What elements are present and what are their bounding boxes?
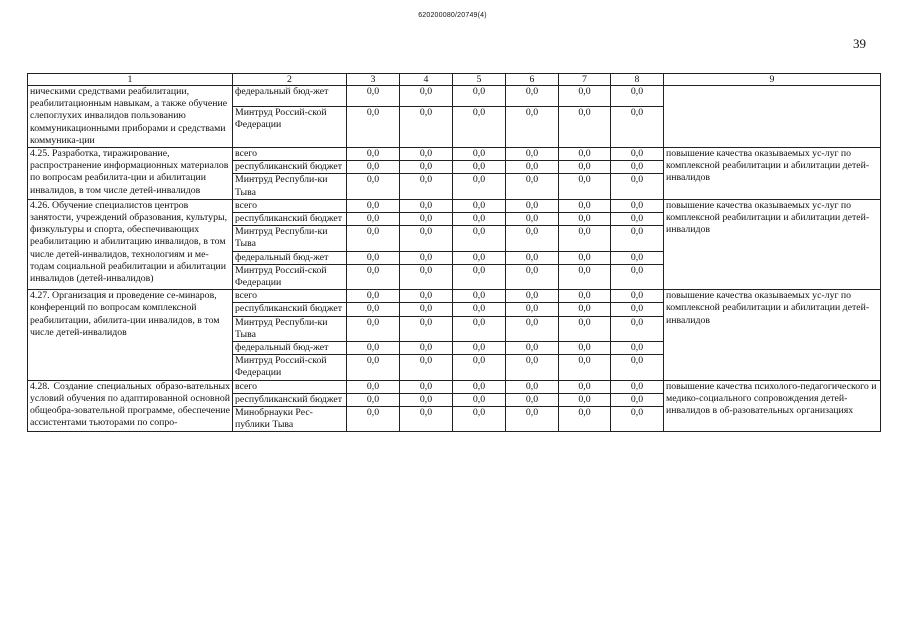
amount-cell: 0,0 <box>453 264 506 289</box>
funding-source: федеральный бюд-жет <box>233 86 347 107</box>
expected-result <box>664 86 881 148</box>
amount-cell: 0,0 <box>453 303 506 316</box>
amount-cell: 0,0 <box>559 199 611 212</box>
amount-cell: 0,0 <box>453 213 506 226</box>
amount-cell: 0,0 <box>400 107 453 148</box>
amount-cell: 0,0 <box>559 174 611 199</box>
amount-cell: 0,0 <box>559 407 611 432</box>
amount-cell: 0,0 <box>347 226 400 251</box>
amount-cell: 0,0 <box>611 86 664 107</box>
amount-cell: 0,0 <box>506 407 559 432</box>
header-cell: 4 <box>400 74 453 86</box>
amount-cell: 0,0 <box>559 107 611 148</box>
amount-cell: 0,0 <box>453 161 506 174</box>
amount-cell: 0,0 <box>347 199 400 212</box>
amount-cell: 0,0 <box>559 148 611 161</box>
amount-cell: 0,0 <box>611 342 664 355</box>
amount-cell: 0,0 <box>611 303 664 316</box>
amount-cell: 0,0 <box>453 251 506 264</box>
header-row <box>28 74 881 86</box>
measure-description: ническими средствами реабилитации, реабилитационным навыкам, а также обучение слепоглухих инвалидов пользованию коммуникационными приборами и средствами коммуника-ции <box>28 86 233 148</box>
amount-cell: 0,0 <box>453 290 506 303</box>
amount-cell: 0,0 <box>506 290 559 303</box>
table-row <box>28 148 881 161</box>
amount-cell: 0,0 <box>400 264 453 289</box>
amount-cell: 0,0 <box>559 393 611 406</box>
amount-cell: 0,0 <box>347 355 400 380</box>
amount-cell: 0,0 <box>347 264 400 289</box>
amount-cell: 0,0 <box>347 290 400 303</box>
amount-cell: 0,0 <box>506 251 559 264</box>
amount-cell: 0,0 <box>559 342 611 355</box>
amount-cell: 0,0 <box>453 86 506 107</box>
amount-cell: 0,0 <box>611 393 664 406</box>
amount-cell: 0,0 <box>506 148 559 161</box>
header-cell: 7 <box>559 74 611 86</box>
amount-cell: 0,0 <box>559 86 611 107</box>
amount-cell: 0,0 <box>347 107 400 148</box>
amount-cell: 0,0 <box>453 148 506 161</box>
amount-cell: 0,0 <box>506 161 559 174</box>
amount-cell: 0,0 <box>506 107 559 148</box>
amount-cell: 0,0 <box>400 342 453 355</box>
amount-cell: 0,0 <box>506 342 559 355</box>
amount-cell: 0,0 <box>400 226 453 251</box>
funding-source: федеральный бюд-жет <box>233 251 347 264</box>
funding-source: всего <box>233 148 347 161</box>
amount-cell: 0,0 <box>400 174 453 199</box>
amount-cell: 0,0 <box>611 226 664 251</box>
funding-source: республиканский бюджет <box>233 161 347 174</box>
amount-cell: 0,0 <box>506 355 559 380</box>
amount-cell: 0,0 <box>400 251 453 264</box>
amount-cell: 0,0 <box>453 407 506 432</box>
amount-cell: 0,0 <box>611 161 664 174</box>
funding-source: республиканский бюджет <box>233 393 347 406</box>
amount-cell: 0,0 <box>453 355 506 380</box>
amount-cell: 0,0 <box>347 342 400 355</box>
funding-source: республиканский бюджет <box>233 213 347 226</box>
amount-cell: 0,0 <box>611 148 664 161</box>
expected-result: повышение качества психолого-педагогического и медико-социального сопровождения детей-инвалидов в об-разовательных организациях <box>664 380 881 432</box>
amount-cell: 0,0 <box>347 407 400 432</box>
header-cell: 2 <box>233 74 347 86</box>
amount-cell: 0,0 <box>611 407 664 432</box>
amount-cell: 0,0 <box>559 264 611 289</box>
funding-source: Минтруд Россий-ской Федерации <box>233 355 347 380</box>
amount-cell: 0,0 <box>611 290 664 303</box>
amount-cell: 0,0 <box>347 174 400 199</box>
funding-source: всего <box>233 380 347 393</box>
document-code: 620200080/20749(4) <box>418 12 487 19</box>
header-cell: 1 <box>28 74 233 86</box>
funding-source: республиканский бюджет <box>233 303 347 316</box>
amount-cell: 0,0 <box>506 316 559 341</box>
amount-cell: 0,0 <box>559 290 611 303</box>
amount-cell: 0,0 <box>400 148 453 161</box>
amount-cell: 0,0 <box>453 199 506 212</box>
amount-cell: 0,0 <box>506 174 559 199</box>
amount-cell: 0,0 <box>506 213 559 226</box>
amount-cell: 0,0 <box>400 86 453 107</box>
table-row <box>28 199 881 212</box>
amount-cell: 0,0 <box>400 316 453 341</box>
header-cell: 9 <box>664 74 881 86</box>
table-row <box>28 86 881 107</box>
funding-source: Минтруд Россий-ской Федерации <box>233 107 347 148</box>
amount-cell: 0,0 <box>611 380 664 393</box>
amount-cell: 0,0 <box>453 316 506 341</box>
funding-source: федеральный бюд-жет <box>233 342 347 355</box>
amount-cell: 0,0 <box>611 355 664 380</box>
amount-cell: 0,0 <box>506 393 559 406</box>
amount-cell: 0,0 <box>453 380 506 393</box>
table-row <box>28 380 881 393</box>
amount-cell: 0,0 <box>559 303 611 316</box>
amount-cell: 0,0 <box>400 380 453 393</box>
amount-cell: 0,0 <box>347 148 400 161</box>
amount-cell: 0,0 <box>347 380 400 393</box>
funding-source: Минтруд Республи-ки Тыва <box>233 316 347 341</box>
amount-cell: 0,0 <box>400 213 453 226</box>
amount-cell: 0,0 <box>611 107 664 148</box>
measure-description: 4.27. Организация и проведение се-минаров, конференций по вопросам комплексной реабилитации, абилита-ции инвалидов, в том числе детей-инвалидов <box>28 290 233 380</box>
amount-cell: 0,0 <box>611 213 664 226</box>
amount-cell: 0,0 <box>400 355 453 380</box>
amount-cell: 0,0 <box>611 251 664 264</box>
amount-cell: 0,0 <box>611 174 664 199</box>
amount-cell: 0,0 <box>506 380 559 393</box>
amount-cell: 0,0 <box>347 86 400 107</box>
amount-cell: 0,0 <box>400 161 453 174</box>
funding-source: Минобрнауки Рес-публики Тыва <box>233 407 347 432</box>
amount-cell: 0,0 <box>506 303 559 316</box>
page-number: 39 <box>853 36 866 51</box>
expected-result: повышение качества оказываемых ус-луг по комплексной реабилитации и абилитации детей-инвалидов <box>664 290 881 380</box>
amount-cell: 0,0 <box>400 303 453 316</box>
funding-source: всего <box>233 199 347 212</box>
amount-cell: 0,0 <box>453 174 506 199</box>
table-row <box>28 290 881 303</box>
amount-cell: 0,0 <box>559 213 611 226</box>
expected-result: повышение качества оказываемых ус-луг по комплексной реабилитации и абилитации детей-инвалидов <box>664 199 881 289</box>
amount-cell: 0,0 <box>506 226 559 251</box>
amount-cell: 0,0 <box>506 199 559 212</box>
amount-cell: 0,0 <box>347 251 400 264</box>
amount-cell: 0,0 <box>347 393 400 406</box>
amount-cell: 0,0 <box>453 342 506 355</box>
amount-cell: 0,0 <box>347 303 400 316</box>
amount-cell: 0,0 <box>453 226 506 251</box>
measure-description: 4.25. Разработка, тиражирование, распространение информационных материалов по вопросам реабилита-ции и абилитации инвалидов, в том числе детей-инвалидов <box>28 148 233 200</box>
measure-description: 4.26. Обучение специалистов центров занятости, учреждений образования, культуры, физкультуры и спорта, обеспечивающих реабилитацию и абилитацию инвалидов, в том числе детей-инвалидов, технологиям и ме-тодам социальной реабилитации и абилитации инвалидов (детей-инвалидов) <box>28 199 233 289</box>
funding-source: Минтруд Республи-ки Тыва <box>233 174 347 199</box>
program-table <box>27 73 881 432</box>
amount-cell: 0,0 <box>400 290 453 303</box>
amount-cell: 0,0 <box>559 226 611 251</box>
amount-cell: 0,0 <box>559 355 611 380</box>
amount-cell: 0,0 <box>347 316 400 341</box>
amount-cell: 0,0 <box>559 251 611 264</box>
funding-source: Минтруд Республи-ки Тыва <box>233 226 347 251</box>
amount-cell: 0,0 <box>347 161 400 174</box>
amount-cell: 0,0 <box>559 316 611 341</box>
expected-result: повышение качества оказываемых ус-луг по комплексной реабилитации и абилитации детей-инвалидов <box>664 148 881 200</box>
amount-cell: 0,0 <box>400 393 453 406</box>
amount-cell: 0,0 <box>453 107 506 148</box>
amount-cell: 0,0 <box>559 380 611 393</box>
amount-cell: 0,0 <box>347 213 400 226</box>
amount-cell: 0,0 <box>559 161 611 174</box>
funding-source: Минтруд Россий-ской Федерации <box>233 264 347 289</box>
header-cell: 5 <box>453 74 506 86</box>
amount-cell: 0,0 <box>611 316 664 341</box>
header-cell: 8 <box>611 74 664 86</box>
amount-cell: 0,0 <box>400 407 453 432</box>
funding-source: всего <box>233 290 347 303</box>
header-cell: 3 <box>347 74 400 86</box>
amount-cell: 0,0 <box>611 199 664 212</box>
amount-cell: 0,0 <box>453 393 506 406</box>
amount-cell: 0,0 <box>400 199 453 212</box>
amount-cell: 0,0 <box>506 86 559 107</box>
amount-cell: 0,0 <box>611 264 664 289</box>
amount-cell: 0,0 <box>506 264 559 289</box>
measure-description: 4.28. Создание специальных образо-вательных условий обучения по адаптированной основной общеобра-зовательной программе, обеспечение ассистентами тьюторами по сопро- <box>28 380 233 432</box>
header-cell: 6 <box>506 74 559 86</box>
